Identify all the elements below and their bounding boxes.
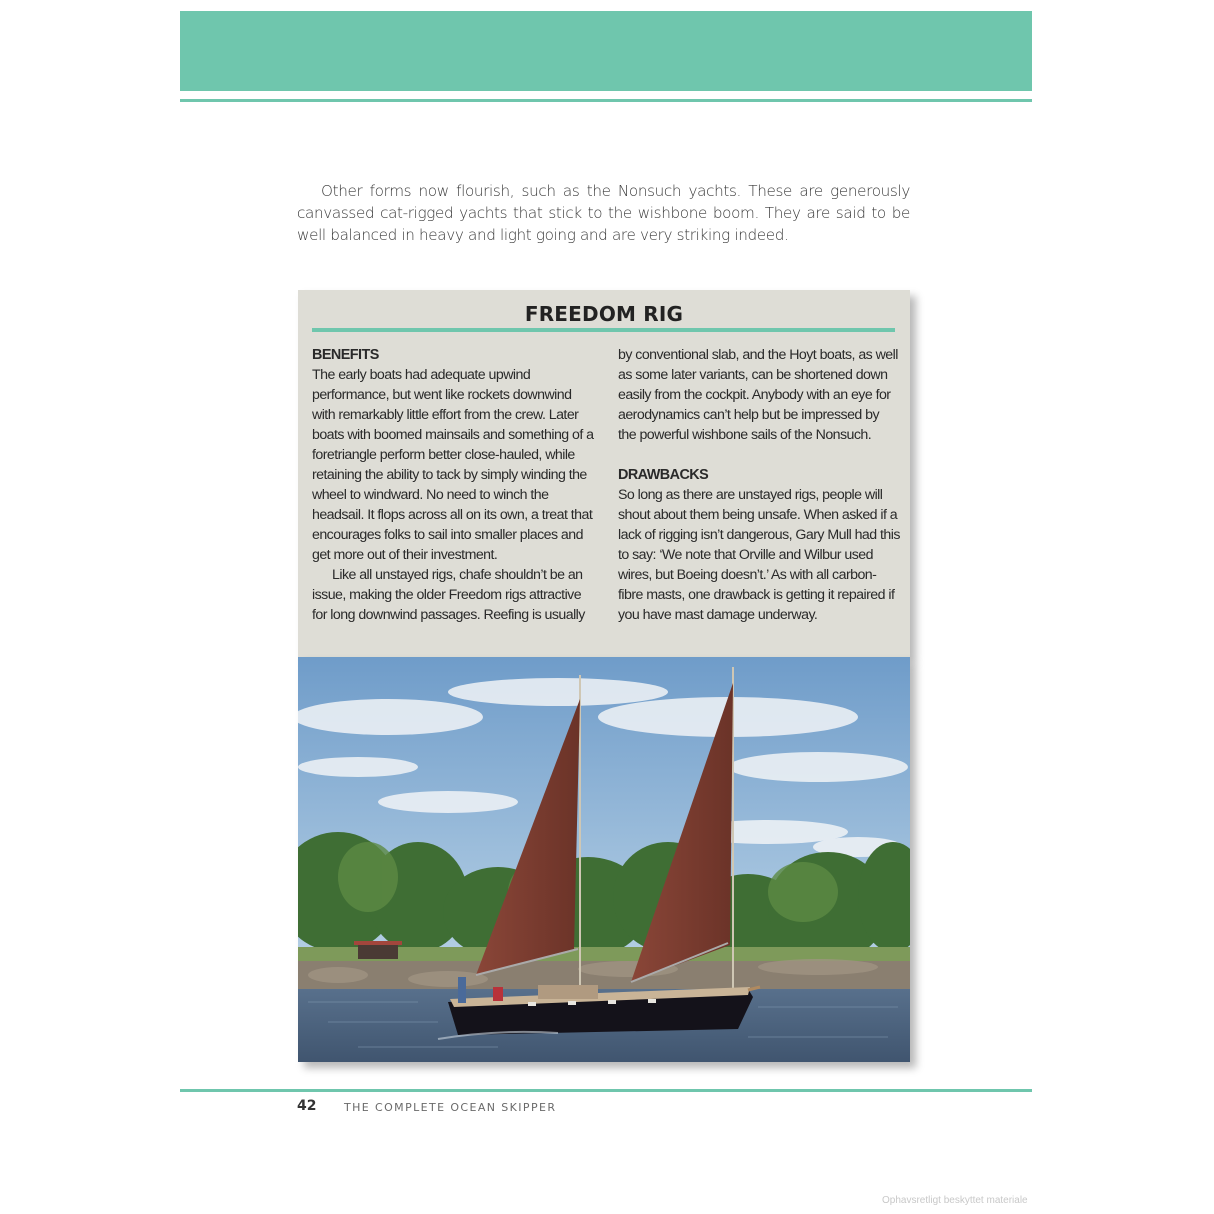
benefits-heading: BENEFITS xyxy=(312,347,379,363)
sidebar-box xyxy=(298,290,910,657)
running-head: THE COMPLETE OCEAN SKIPPER xyxy=(344,1101,557,1114)
sidebar-column-left xyxy=(312,345,594,625)
sidebar-column-right xyxy=(618,345,900,625)
benefits-paragraph-1: The early boats had adequate upwind performance, but went like rockets downwind with remarkably little effort from the crew. Later boats with boomed mainsails and something of a foretriangle perform better close-hauled, while retaining the ability to tack by simply winding the wheel to windward. No need to winch the headsail. It flops across all on its own, a treat that encourages folks to sail into smaller places and get more out of their investment. xyxy=(312,367,594,563)
sailboat-illustration xyxy=(298,657,910,1062)
copyright-watermark: Ophavsretligt beskyttet materiale xyxy=(882,1195,1028,1206)
header-rule xyxy=(180,99,1032,102)
drawbacks-heading: DRAWBACKS xyxy=(618,467,709,483)
sailboat-photo xyxy=(298,657,910,1062)
sidebar-title: FREEDOM RIG xyxy=(524,302,684,326)
footer-rule xyxy=(180,1089,1032,1092)
benefits-paragraph-2: Like all unstayed rigs, chafe shouldn’t be an issue, making the older Freedom rigs attractive for long downwind passages. Reefing is usually xyxy=(312,567,585,623)
benefits-paragraph-2-continued: by conventional slab, and the Hoyt boats, as well as some later variants, can be shortened down easily from the cockpit. Anybody with an eye for aerodynamics can’t help but be impressed by the powerful wishbone sails of the Nonsuch. xyxy=(618,347,898,443)
intro-paragraph: Other forms now flourish, such as the Nonsuch yachts. These are generously canvassed cat-rigged yachts that stick to the wishbone boom. They are said to be well balanced in heavy and light going and are very striking indeed. xyxy=(297,182,910,244)
sidebar-title-rule xyxy=(312,328,895,332)
header-color-band xyxy=(180,11,1032,91)
drawbacks-paragraph: So long as there are unstayed rigs, people will shout about them being unsafe. When asked if a lack of rigging isn’t dangerous, Gary Mull had this to say: ‘We note that Orville and Wilbur used wires, but Boeing doesn’t.’ As with all carbon-fibre masts, one drawback is getting it repaired if you have mast damage underway. xyxy=(618,487,900,623)
page-number: 42 xyxy=(297,1098,317,1114)
